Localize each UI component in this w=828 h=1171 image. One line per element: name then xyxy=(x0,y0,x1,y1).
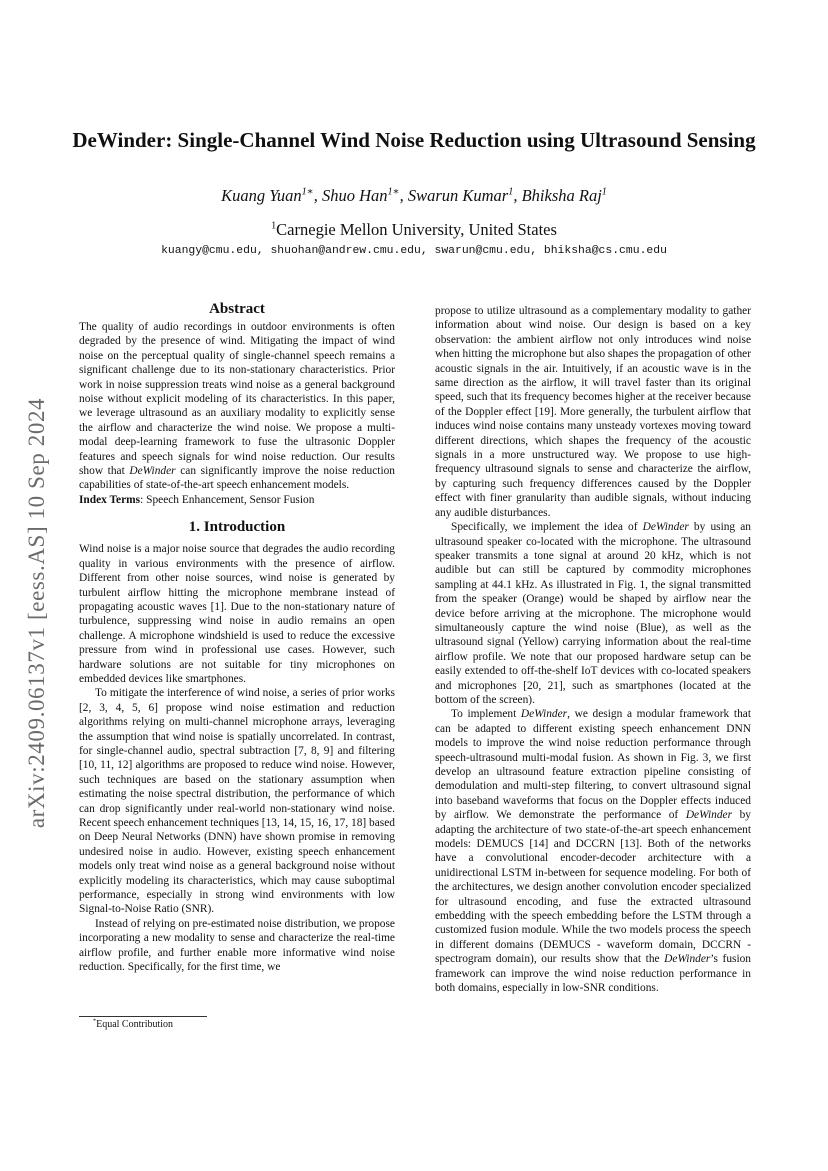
right-column xyxy=(435,304,751,996)
author-name: Shuo Han xyxy=(321,186,388,205)
author-emails: kuangy@cmu.edu, shuohan@andrew.cmu.edu, swarun@cmu.edu, bhiksha@cs.cmu.edu xyxy=(161,245,667,257)
left-column xyxy=(79,300,395,974)
author-name: Kuang Yuan xyxy=(221,186,302,205)
affiliation-text: Carnegie Mellon University, United States xyxy=(276,220,557,239)
intro-paragraph: Instead of relying on pre-estimated noise distribution, we propose incorporating a new modality to sense and characterize the real-time airflow profile, and further enable more informative wind noise reduction. Specifically, for the first time, we xyxy=(79,917,395,974)
abstract-text xyxy=(79,320,395,493)
footnote-text: Equal Contribution xyxy=(96,1019,174,1030)
author-affil-mark: 1 xyxy=(601,186,607,198)
text-part: ’s fusion framework can improve the wind noise reduction performance in both domains, especially in low-SNR conditions. xyxy=(435,953,751,995)
author-affil-mark: 1 xyxy=(508,186,514,198)
intro-paragraph: To mitigate the interference of wind noise, a series of prior works [2, 3, 4, 5, 6] propose wind noise estimation and reduction algorithms relying on multi-channel microphone arrays, leveraging the assumption that wind noise is spatially uncorrelated. In contrast, for single-channel audio, spectral subtraction [7, 8, 9] and filtering [10, 11, 12] algorithms are proposed to reduce wind noise. However, such techniques are based on the stationary assumption when estimating the noise spectral distribution, the performance of which can drop significantly under real-world non-stationary wind noise. Recent speech enhancement techniques [13, 14, 15, 16, 17, 18] based on Deep Neural Networks (DNN) have shown promise in removing undesired noise in audio. However, existing speech enhancement models only treat wind noise as a general background noise without explicitly modeling its characteristics, which may cause suboptimal performance, especially in strong wind environments with low Signal-to-Noise Ratio (SNR). xyxy=(79,687,395,916)
footnote xyxy=(93,1019,173,1030)
text-part: Specifically, we implement the idea of xyxy=(451,521,643,534)
text-part: by using an ultrasound speaker co-located with the microphone. The ultrasound speaker transmits a tone signal at around 20 kHz, which is not audible but can still be captured by commodity microphones sampling at 44.1 kHz. As illustrated in Fig. 1, the signal transmitted from the speaker (Orange) would be shaped by airflow near the device before arriving at the microphone. The microphone would simultaneously capture the wind noise (Blue), as well as the ultrasound signal (Yellow) carrying information about the real-time airflow profile. We note that our proposed hardware setup can be easily extended to off-the-shelf IoT devices with co-located speakers and microphones [20, 21], such as smartphones (located at the bottom of the screen). xyxy=(435,521,752,706)
footnote-rule xyxy=(79,1016,207,1017)
arxiv-id: arXiv:2409.06137v1 [eess.AS] 10 Sep 2024 xyxy=(24,397,49,828)
index-terms-text: : Speech Enhancement, Sensor Fusion xyxy=(140,493,315,506)
arxiv-stamp xyxy=(22,355,52,870)
text-part: by adapting the architecture of two state-of-the-art speech enhancement models: DEMUCS [14] and DCCRN [13]. Both of the networks have a convolutional encoder-decoder architecture with a unidirectional LSTM in-between for sequence modeling. For both of the architectures, we design another convolution encoder specialized for ultrasound encoding, and fuse the extracted ultrasound embedding with the speech embedding before the LSTM through a customized fusion module. While the two models process the speech in different domains (DEMUCS - waveform domain, DCCRN - spectrogram domain), our results show that the xyxy=(435,809,751,966)
text-part: To implement xyxy=(451,708,521,721)
intro-paragraph: Wind noise is a major noise source that degrades the audio recording quality in various environments with the presence of airflow. Different from other noise sources, wind noise is generated by turbulent airflow hitting the microphone membrane instead of propagating acoustic waves [1]. Due to the non-stationary nature of turbulence, suppressing wind noise in audio remains an open challenge. A microphone windshield is used to reduce the excessive pressure from wind in professional use cases. However, such hardware solutions are not suitable for tiny microphones on embedded devices like smartphones. xyxy=(79,543,395,685)
body-paragraph: propose to utilize ultrasound as a complementary modality to gather information about wind noise. Our design is based on a key observation: the ambient airflow not only introduces wind noise when hitting the microphone but also shapes the propagation of other acoustic signals in the air. Intuitively, if an acoustic wave is in the same direction as the airflow, it will travel faster than its original speed, such that its frequency becomes higher at the receiver because of the Doppler effect [19]. More generally, the turbulent airflow that induces wind noise contains many unsteady vortexes moving toward different directions, which shapes the frequency of the acoustic signals in a more unstructured way. We propose to use high-frequency ultrasound signals to sense and characterize the airflow, by capturing such frequency differences caused by the Doppler effect with finer granularity than audible signals, without inducing any audible disturbances. xyxy=(435,305,751,519)
body-paragraph xyxy=(435,520,751,707)
affiliation xyxy=(60,220,768,240)
system-name: DeWinder xyxy=(129,465,176,478)
paper-title: DeWinder: Single-Channel Wind Noise Reduction using Ultrasound Sensing xyxy=(72,128,756,152)
body-paragraph xyxy=(435,707,751,995)
system-name: DeWinder xyxy=(520,708,568,721)
system-name: DeWinder xyxy=(685,809,733,822)
intro-heading: 1. Introduction xyxy=(188,519,286,536)
system-name: DeWinder xyxy=(664,953,711,966)
text-part: , we design a modular framework that can be adapted to different existing speech enhancement DNN models to improve the wind noise reduction performance through speech-ultrasound multi-modal fusion. As shown in Fig. 3, we first develop an ultrasound feature extraction pipeline consisting of demodulation and multi-step filtering, to convert ultrasound signal into baseband waveforms that focus on the Doppler effects induced by airflow. We demonstrate the performance of xyxy=(435,708,751,822)
author-list: Kuang Yuan$^{1∗}$, Shuo Han$^{1∗}$, Swarun Kumar$^1$, Bhiksha Raj$^1$ xyxy=(221,186,607,205)
index-terms xyxy=(79,493,395,507)
author-affil-mark: 1∗ xyxy=(387,186,400,198)
author-name: Swarun Kumar xyxy=(407,186,509,205)
abstract-heading: Abstract xyxy=(209,301,265,317)
footnote-mark: * xyxy=(93,1017,97,1025)
abstract-text-part: The quality of audio recordings in outdoor environments is often degraded by the presence of wind. Mitigating the impact of wind noise on the perceptual quality of single-channel speech remains a significant challenge due to its non-stationary characteristics. Prior work in noise suppression treats wind noise as a general background noise without explicit modeling of its characteristics. In this paper, we leverage ultrasound as an auxiliary modality to explicitly sense the airflow and characterize the wind noise. We propose a multi-modal deep-learning framework to fuse the ultrasonic Doppler features and speech signals for wind noise reduction. Our results show that xyxy=(79,321,395,478)
affiliation-mark: 1 xyxy=(271,220,277,232)
author-affil-mark: 1∗ xyxy=(301,186,314,198)
author-name: Bhiksha Raj xyxy=(521,186,602,205)
index-terms-label: Index Terms xyxy=(79,493,141,506)
system-name: DeWinder xyxy=(642,521,689,534)
abstract-text-part: can significantly improve the noise reduction capabilities of state-of-the-art speech enhancement models. xyxy=(79,465,395,492)
